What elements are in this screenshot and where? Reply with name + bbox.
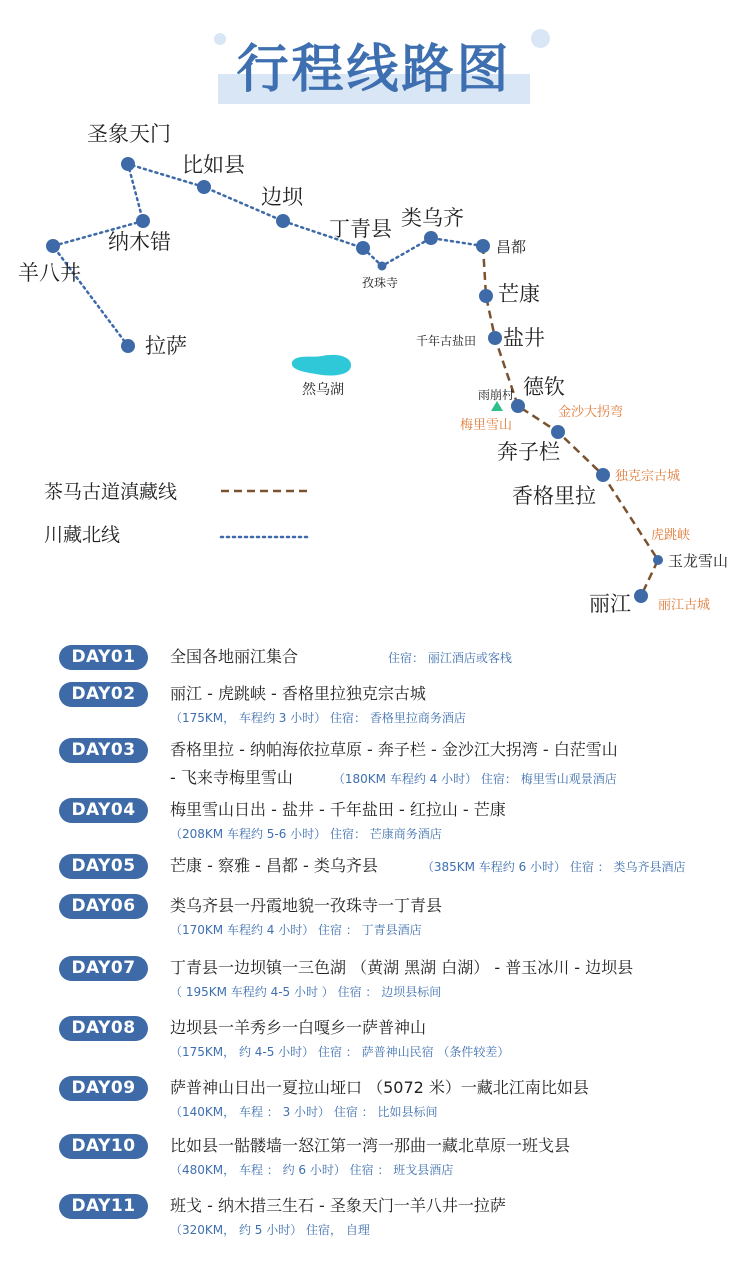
page-title: 行程线路图 xyxy=(236,40,512,100)
day-route: 类乌齐县一丹霞地貌一孜珠寺一丁青县 xyxy=(170,896,443,915)
day-route: 梅里雪山日出 - 盐井 - 千年盐田 - 红拉山 - 芒康 xyxy=(170,800,506,819)
city-dot xyxy=(653,555,663,565)
legend-label-tea-horse: 茶马古道滇藏线 xyxy=(44,481,178,503)
day-route: 比如县一骷髅墙一怒江第一湾一那曲一藏北草原一班戈县 xyxy=(170,1136,571,1155)
day-route: 班戈 - 纳木措三生石 - 圣象天门一羊八井一拉萨 xyxy=(170,1196,506,1215)
city-label: 丽江 xyxy=(589,592,631,616)
sight-label: 虎跳峡 xyxy=(651,528,691,543)
day-detail: （175KM， 约 4-5 小时） 住宿 ： 萨普神山民宿 （条件较差） xyxy=(170,1045,510,1059)
sight-label: 玉龙雪山 xyxy=(668,552,729,570)
city-label: 类乌齐 xyxy=(401,206,464,230)
city-label: 盐井 xyxy=(503,326,545,350)
city-dot xyxy=(634,589,648,603)
city-label: 德钦 xyxy=(523,375,565,399)
day-detail: （170KM 车程约 4 小时） 住宿 ： 丁青县酒店 xyxy=(170,923,422,937)
place-label: 千年古盐田 xyxy=(416,334,477,348)
city-label: 边坝 xyxy=(261,185,303,209)
day-badge: DAY04 xyxy=(59,798,148,823)
day-badge: DAY10 xyxy=(59,1134,148,1159)
day-badge: DAY03 xyxy=(59,738,148,763)
day-detail: （180KM 车程约 4 小时） 住宿： 梅里雪山观景酒店 xyxy=(332,772,617,786)
day-detail: （140KM， 车程 ： 3 小时） 住宿 ： 比如县标间 xyxy=(170,1105,438,1119)
sight-label: 独克宗古城 xyxy=(615,469,681,484)
city-label: 纳木错 xyxy=(108,230,171,254)
day-badge: DAY11 xyxy=(59,1194,148,1219)
city-label: 比如县 xyxy=(182,153,245,177)
city-dot xyxy=(121,157,135,171)
city-dot xyxy=(488,331,502,345)
city-label: 芒康 xyxy=(498,282,540,306)
sight-label: 丽江古城 xyxy=(658,598,711,613)
city-dot xyxy=(424,231,438,245)
sight-label: 金沙大拐弯 xyxy=(558,405,624,420)
lake-label: 然乌湖 xyxy=(302,382,344,398)
route-map xyxy=(0,110,750,620)
city-label: 昌都 xyxy=(496,238,527,256)
day-route-cont: - 飞来寺梅里雪山 （180KM 车程约 4 小时） 住宿： 梅里雪山观景酒店 xyxy=(170,768,617,787)
city-label: 羊八井 xyxy=(18,261,81,285)
sight-label: 梅里雪山 xyxy=(460,418,513,433)
decor-dot xyxy=(531,29,550,48)
city-dot xyxy=(476,239,490,253)
day-badge: DAY08 xyxy=(59,1016,148,1041)
city-dot xyxy=(197,180,211,194)
day-badge: DAY02 xyxy=(59,682,148,707)
day-detail: 住宿： 丽江酒店或客栈 xyxy=(388,651,512,665)
city-dot xyxy=(596,468,610,482)
place-label: 雨崩村 xyxy=(478,388,515,402)
day-route: 香格里拉 - 纳帕海依拉草原 - 奔子栏 - 金沙江大拐湾 - 白茫雪山 xyxy=(170,740,618,759)
day-badge: DAY01 xyxy=(59,645,148,670)
day-route: 全国各地丽江集合 住宿： 丽江酒店或客栈 xyxy=(170,647,512,666)
legend-label-sichuan: 川藏北线 xyxy=(44,524,121,546)
city-dot xyxy=(46,239,60,253)
city-dot xyxy=(551,425,565,439)
day-route: 丽江 - 虎跳峡 - 香格里拉独克宗古城 xyxy=(170,684,426,703)
city-dot xyxy=(136,214,150,228)
place-label: 孜珠寺 xyxy=(362,276,399,290)
day-detail: （480KM， 车程 ： 约 6 小时） 住宿 ： 班戈县酒店 xyxy=(170,1163,454,1177)
city-dot xyxy=(378,262,387,271)
city-dot xyxy=(479,289,493,303)
day-route: 萨普神山日出一夏拉山垭口 （5072 米）一藏北江南比如县 xyxy=(170,1078,589,1097)
city-label: 奔子栏 xyxy=(497,440,560,464)
day-route: 丁青县一边坝镇一三色湖 （黄湖 黑湖 白湖） - 普玉冰川 - 边坝县 xyxy=(170,958,634,977)
city-label: 圣象天门 xyxy=(87,122,171,146)
day-route: 边坝县一羊秀乡一白嘎乡一萨普神山 xyxy=(170,1018,427,1037)
city-label: 香格里拉 xyxy=(512,484,596,508)
title-area xyxy=(0,0,750,110)
day-badge: DAY09 xyxy=(59,1076,148,1101)
day-badge: DAY05 xyxy=(59,854,148,879)
day-detail: （ 195KM 车程约 4-5 小时 ） 住宿 ： 边坝县标间 xyxy=(170,985,442,999)
city-label: 丁青县 xyxy=(329,217,392,241)
day-detail: （208KM 车程约 5-6 小时） 住宿： 芒康商务酒店 xyxy=(170,827,442,841)
day-badge: DAY06 xyxy=(59,894,148,919)
day-route: 芒康 - 察雅 - 昌都 - 类乌齐县 （385KM 车程约 6 小时） 住宿 ： 类乌齐县酒店 xyxy=(170,856,686,875)
city-label: 拉萨 xyxy=(145,334,187,358)
city-dot xyxy=(276,214,290,228)
day-detail: （320KM， 约 5 小时） 住宿， 自理 xyxy=(170,1223,370,1237)
lake-shape xyxy=(292,355,351,376)
city-dot xyxy=(121,339,135,353)
city-dot xyxy=(356,241,370,255)
day-detail: （385KM 车程约 6 小时） 住宿 ： 类乌齐县酒店 xyxy=(421,860,686,874)
mountain-icon xyxy=(491,401,503,411)
day-badge: DAY07 xyxy=(59,956,148,981)
day-detail: （175KM， 车程约 3 小时） 住宿： 香格里拉商务酒店 xyxy=(170,711,466,725)
